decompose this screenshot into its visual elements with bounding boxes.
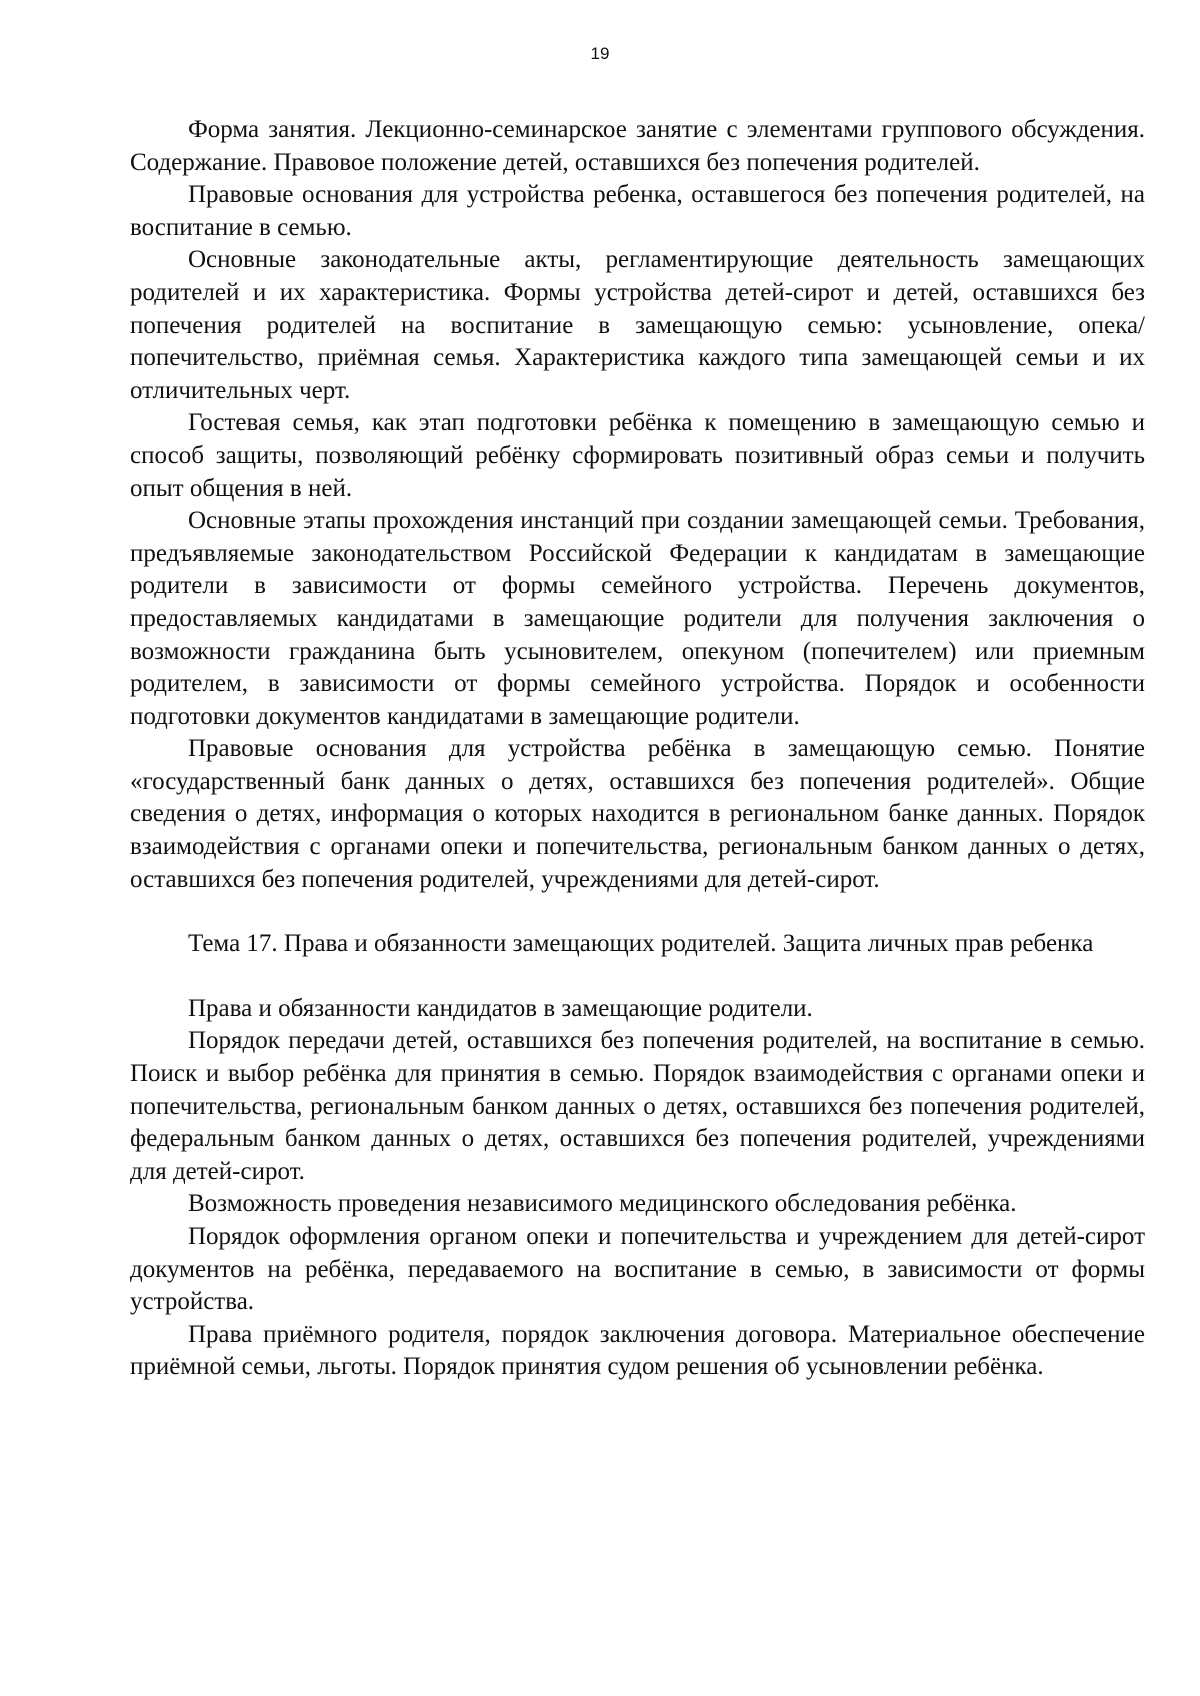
topic-heading: Тема 17. Права и обязанности замещающих родителей. Защита личных прав ребенка (188, 930, 1094, 958)
paragraph-data-bank: Правовые основания для устройства ребёнка в замещающую семью. Понятие «государственный банк данных о детях, оставшихся без попечения родителей». Общие сведения о детях, информация о которых находится в региональном банке данных. Порядок взаимодействия с органами опеки и попечительства, региональным банком данных о детях, оставшихся без попечения родителей, учреждениями для детей-сирот. (130, 735, 1145, 893)
paragraph-guest-family: Гостевая семья, как этап подготовки ребёнка к помещению в замещающую семью и способ защиты, позволяющий ребёнку сформировать позитивный образ семьи и получить опыт общения в ней. (130, 409, 1145, 502)
paragraph-legislative-acts: Основные законодательные акты, регламентирующие деятельность замещающих родителей и их характеристика. Формы устройства детей-сирот и детей, оставшихся без попечения родителей на воспитание в замещающую семью: усыновление, опека/ попечительство, приёмная семья. Характеристика каждого типа замещающей семьи и их отличительных черт. (130, 246, 1145, 404)
paragraph-stages: Основные этапы прохождения инстанций при создании замещающей семьи. Требования, предъявляемые законодательством Российской Федерации к кандидатам в замещающие родители в зависимости от формы семейного устройства. Перечень документов, предоставляемых кандидатами в замещающие родители для получения заключения о возможности гражданина быть усыновителем, опекуном (попечителем) или приемным родителем, в зависимости от формы семейного устройства. Порядок и особенности подготовки документов кандидатами в замещающие родители. (130, 507, 1145, 730)
paragraph-legal-grounds: Правовые основания для устройства ребенка, оставшегося без попечения родителей, на воспитание в семью. (130, 181, 1145, 241)
paragraph-documents: Порядок оформления органом опеки и попечительства и учреждением для детей-сирот документов на ребёнка, передаваемого на воспитание в семью, в зависимости от формы устройства. (130, 1223, 1145, 1316)
paragraph-medical-exam: Возможность проведения независимого медицинского обследования ребёнка. (188, 1190, 1017, 1218)
paragraph-candidate-rights: Права и обязанности кандидатов в замещающие родители. (188, 994, 813, 1022)
paragraph-transfer-procedure: Порядок передачи детей, оставшихся без попечения родителей, на воспитание в семью. Поиск и выбор ребёнка для принятия в семью. Порядок взаимодействия с органами опеки и попечительства, региональным банком данных о детях, оставшихся без попечения родителей, федеральным банком данных о детях, оставшихся без попечения родителей, учреждениями для детей-сирот. (130, 1027, 1145, 1185)
paragraph-foster-parent-rights: Права приёмного родителя, порядок заключения договора. Материальное обеспечение приёмной семьи, льготы. Порядок принятия судом решения об усыновлении ребёнка. (130, 1320, 1145, 1381)
document-body (130, 114, 1145, 1384)
page-number: 19 (590, 44, 610, 63)
paragraph-lesson-form: Форма занятия. Лекционно-семинарское занятие с элементами группового обсуждения. Содержание. Правовое положение детей, оставшихся без попечения родителей. (130, 116, 1145, 176)
